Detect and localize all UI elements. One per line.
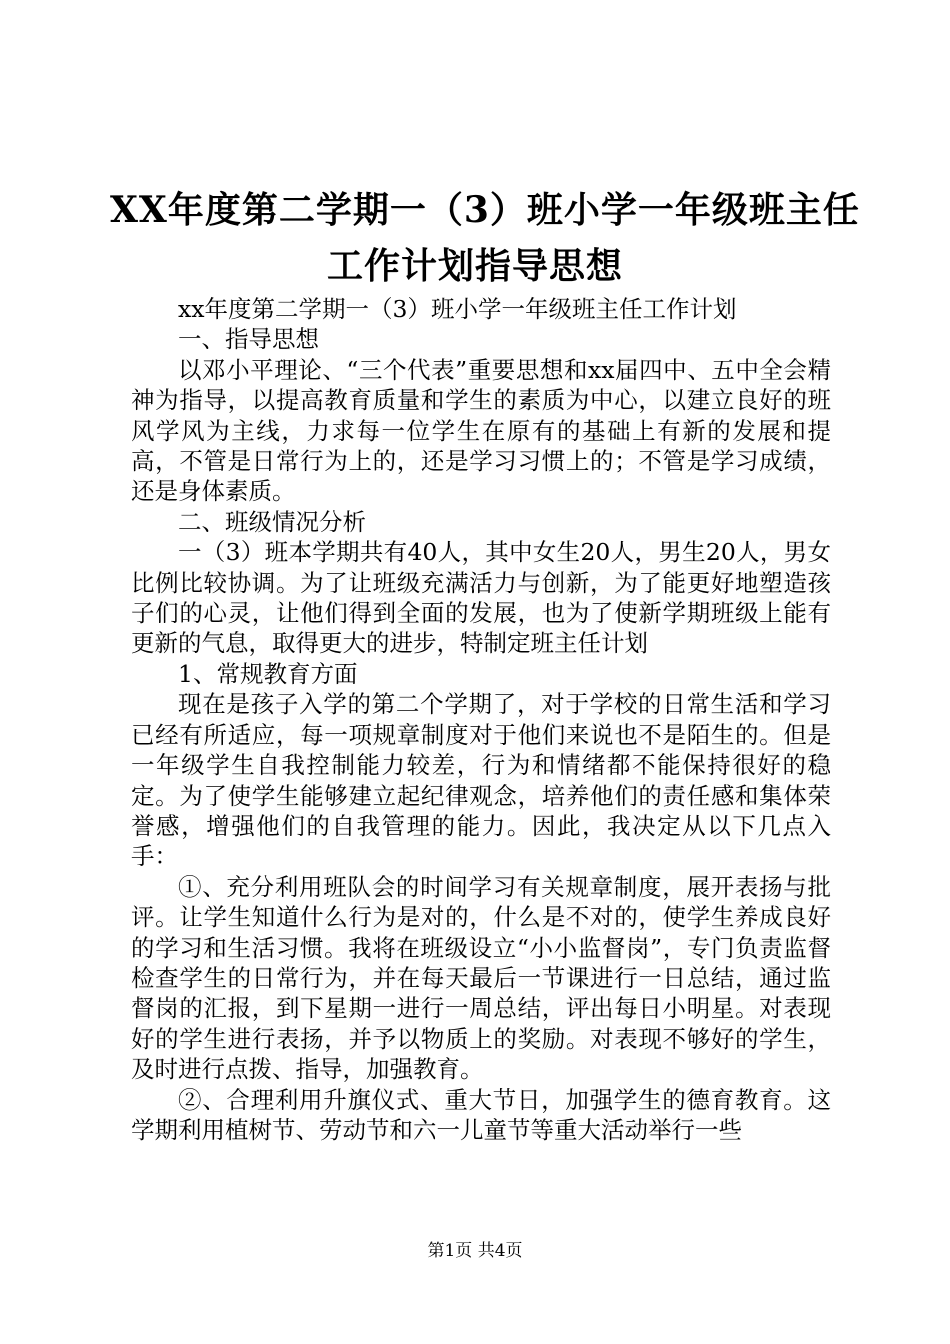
- paragraph-subtitle: xx年度第二学期一（3）班小学一年级班主任工作计划: [178, 295, 737, 323]
- paragraph-guiding-ideology: 以邓小平理论、“三个代表”重要思想和xx届四中、五中全会精神为指导，以提高教育质量和学生的素质为中心，以建立良好的班风学风为主线，力求每一位学生在原有的基础上有新的发展和提高，不管是日常行为上的，还是学习习惯上的；不管是学习成绩，还是身体素质。: [131, 355, 831, 506]
- paragraph-class-analysis: 一（3）班本学期共有40人，其中女生20人，男生20人，男女比例比较协调。为了让班级充满活力与创新，为了能更好地塑造孩子们的心灵，让他们得到全面的发展，也为了使新学期班级上能有更新的气息，取得更大的进步，特制定班主任计划: [131, 538, 831, 658]
- heading-routine-education: 1、常规教育方面: [178, 659, 358, 688]
- document-title-line-2: 工作计划指导思想: [326, 245, 623, 287]
- heading-guiding-ideology: 一、指导思想: [178, 325, 319, 354]
- paragraph-point-1: ①、充分利用班队会的时间学习有关规章制度，展开表扬与批评。让学生知道什么行为是对的，什么是不对的，使学生养成良好的学习和生活习惯。我将在班级设立“小小监督岗”，专门负责监督检查学生的日常行为，并在每天最后一节课进行一日总结，通过监督岗的汇报，到下星期一进行一周总结，评出每日小明星。对表现好的学生进行表扬，并予以物质上的奖励。对表现不够好的学生，及时进行点拨、指导，加强教育。: [131, 872, 831, 1084]
- heading-class-analysis: 二、班级情况分析: [178, 507, 366, 536]
- paragraph-routine-education: 现在是孩子入学的第二个学期了，对于学校的日常生活和学习已经有所适应，每一项规章制度对于他们来说也不是陌生的。但是一年级学生自我控制能力较差，行为和情绪都不能保持很好的稳定。为了使学生能够建立起纪律观念，培养他们的责任感和集体荣誉感，增强他们的自我管理的能力。因此，我决定从以下几点入手：: [131, 690, 831, 871]
- paragraph-point-2: ②、合理利用升旗仪式、重大节日，加强学生的德育教育。这学期利用植树节、劳动节和六一儿童节等重大活动举行一些: [131, 1085, 831, 1144]
- page-footer: 第1页 共4页: [427, 1241, 523, 1261]
- document-title-line-1: XX年度第二学期一（3）班小学一年级班主任: [110, 189, 860, 231]
- document-body: [131, 294, 831, 1145]
